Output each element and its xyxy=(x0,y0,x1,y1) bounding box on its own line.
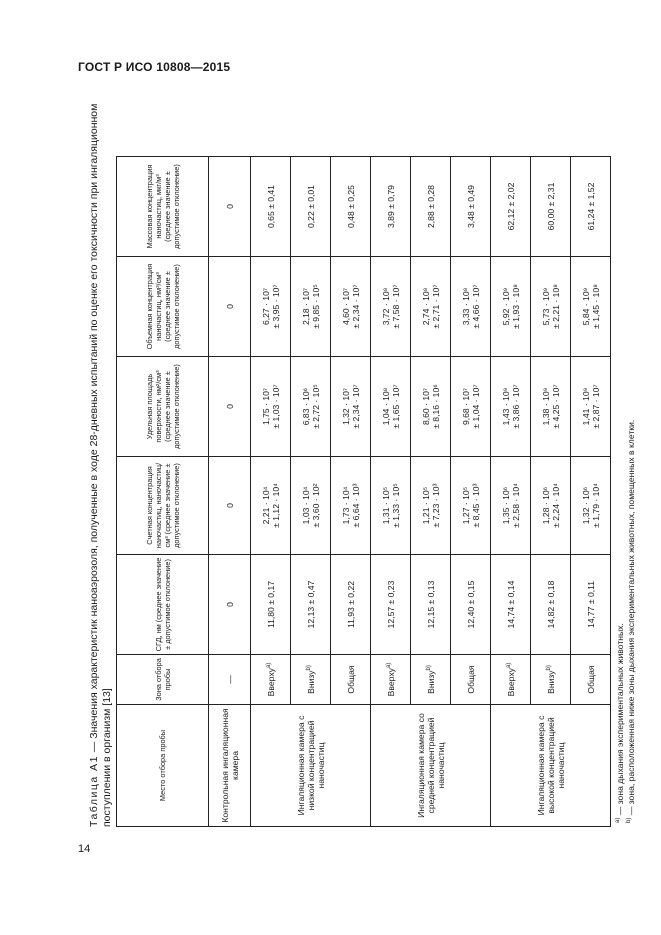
cmd-cell: 14,74 ± 0,14 xyxy=(491,555,531,655)
count-cell: 1,21 · 10⁵ ± 7,23 · 10³ xyxy=(411,457,451,555)
mass-cell: 62,12 ± 2,02 xyxy=(491,157,531,257)
surface-cell: 1,41 · 10⁹ ± 2,87 · 10⁷ xyxy=(571,357,611,457)
header-row xyxy=(117,157,209,827)
volume-cell: 6,27 · 10⁷ ± 3,95 · 10⁷ xyxy=(251,257,291,357)
page-number: 14 xyxy=(78,843,91,855)
count-cell: 1,27 · 10⁵ ± 8,45 · 10³ xyxy=(451,457,491,555)
volume-cell: 3,33 · 10⁸ ± 4,66 · 10⁷ xyxy=(451,257,491,357)
surface-cell: 6,83 · 10⁶ ± 2,72 · 10⁵ xyxy=(291,357,331,457)
header-zone: Зона отбора пробы xyxy=(117,655,209,705)
mass-cell: 0,48 ± 0,25 xyxy=(331,157,371,257)
document-header: ГОСТ Р ИСО 10808—2015 xyxy=(78,60,231,74)
count-cell: 1,31 · 10⁵ ± 1,33 · 10⁵ xyxy=(371,457,411,555)
cmd-cell: 11,80 ± 0,17 xyxy=(251,555,291,655)
mass-cell: 0 xyxy=(209,157,251,257)
header-volume: Объемная концентрация наночастиц, нм³/см³ (среднее значение ± допустимое отклонение) xyxy=(117,257,209,357)
surface-cell: 1,38 · 10⁹ ± 4,25 · 10⁷ xyxy=(531,357,571,457)
cmd-cell: 12,40 ± 0,15 xyxy=(451,555,491,655)
count-cell: 1,35 · 10⁶ ± 2,58 · 10⁴ xyxy=(491,457,531,555)
zone-cell: Вверху$^{a)}$ xyxy=(251,655,291,705)
zone-cell: Внизу$^{b)}$ xyxy=(411,655,451,705)
header-surface: Удельная площадь поверхности, нм²/см³ (среднее значение ± допустимое отклонение) xyxy=(117,357,209,457)
zone-cell: Вверху$^{a)}$ xyxy=(491,655,531,705)
header-mass: Массовая концентрация наночастиц, мкг/м³ (среднее значение ± допустимое отклонение) xyxy=(117,157,209,257)
count-cell: 2,21 · 10⁴ ± 1,12 · 10⁴ xyxy=(251,457,291,555)
count-cell: 1,03 · 10⁴ ± 3,60 · 10² xyxy=(291,457,331,555)
data-table xyxy=(116,156,611,827)
cmd-cell: 12,15 ± 0,13 xyxy=(411,555,451,655)
cmd-cell: 11,93 ± 0,22 xyxy=(331,555,371,655)
mass-cell: 61,24 ± 1,52 xyxy=(571,157,611,257)
caption-label: Таблица А1 xyxy=(88,755,100,827)
table-caption xyxy=(88,92,114,827)
table-row xyxy=(209,157,251,827)
place-cell: Контрольная ингаляционная камера xyxy=(209,705,251,827)
zone-cell: — xyxy=(209,655,251,705)
place-cell: Ингаляционная камера с низкой концентрацией наночастиц xyxy=(251,705,371,827)
mass-cell: 0,22 ± 0,01 xyxy=(291,157,331,257)
volume-cell: 3,72 · 10⁸ ± 7,58 · 10⁷ xyxy=(371,257,411,357)
table-row xyxy=(251,157,291,827)
zone-cell: Общая xyxy=(571,655,611,705)
table-row xyxy=(371,157,411,827)
header-cmd: СГД, нм (среднее значение ± допустимое отклонение) xyxy=(117,555,209,655)
surface-cell: 1,32 · 10⁷ ± 2,34 · 10⁷ xyxy=(331,357,371,457)
table-row xyxy=(491,157,531,827)
mass-cell: 3,89 ± 0,79 xyxy=(371,157,411,257)
count-cell: 1,28 · 10⁶ ± 2,24 · 10⁴ xyxy=(531,457,571,555)
volume-cell: 5,84 · 10⁹ ± 1,45 · 10⁸ xyxy=(571,257,611,357)
rotated-table-block xyxy=(88,92,636,827)
footnote-b: $^{b)}$ — зона, расположенная ниже зоны дыхания экспериментальных животных, помещенных в клетки. xyxy=(626,419,636,823)
header-place: Место отбора пробы xyxy=(117,705,209,827)
mass-cell: 60,00 ± 2,31 xyxy=(531,157,571,257)
zone-cell: Вверху$^{a)}$ xyxy=(371,655,411,705)
cmd-cell: 0 xyxy=(209,555,251,655)
cmd-cell: 14,77 ± 0,11 xyxy=(571,555,611,655)
zone-cell: Общая xyxy=(331,655,371,705)
volume-cell: 0 xyxy=(209,257,251,357)
place-cell: Ингаляционная камера с высокой концентрацией наночастиц xyxy=(491,705,611,827)
volume-cell: 5,92 · 10⁹ ± 1,93 · 10⁸ xyxy=(491,257,531,357)
surface-cell: 0 xyxy=(209,357,251,457)
volume-cell: 5,73 · 10⁹ ± 2,21 · 10⁸ xyxy=(531,257,571,357)
volume-cell: 2,18 · 10⁷ ± 9,85 · 10⁵ xyxy=(291,257,331,357)
count-cell: 0 xyxy=(209,457,251,555)
cmd-cell: 12,13 ± 0,47 xyxy=(291,555,331,655)
zone-cell: Общая xyxy=(451,655,491,705)
footnote-a: $^{a)}$ — зона дыхания экспериментальных животных. xyxy=(615,623,625,823)
count-cell: 1,32 · 10⁶ ± 1,79 · 10⁴ xyxy=(571,457,611,555)
surface-cell: 9,68 · 10⁷ ± 1,04 · 10⁷ xyxy=(451,357,491,457)
cmd-cell: 12,57 ± 0,23 xyxy=(371,555,411,655)
count-cell: 1,73 · 10⁴ ± 6,64 · 10³ xyxy=(331,457,371,555)
place-cell: Ингаляционная камера со средней концентрацией наночастиц xyxy=(371,705,491,827)
mass-cell: 3,48 ± 0,49 xyxy=(451,157,491,257)
caption-text: — Значения характеристик наноаэрозоля, полученные в ходе 28-дневных испытаний по оценке его токсичности при ингаляционном поступлении в организм [13] xyxy=(88,103,113,827)
mass-cell: 0,65 ± 0,41 xyxy=(251,157,291,257)
zone-cell: Внизу$^{b)}$ xyxy=(531,655,571,705)
table-footnotes xyxy=(615,92,637,827)
zone-cell: Внизу$^{b)}$ xyxy=(291,655,331,705)
surface-cell: 8,60 · 10⁷ ± 8,16 · 10⁶ xyxy=(411,357,451,457)
mass-cell: 2,88 ± 0,28 xyxy=(411,157,451,257)
header-count: Счетная концентрация наночастиц, наночастиц/см³ (среднее значение ± допустимое отклонение) xyxy=(117,457,209,555)
volume-cell: 4,60 · 10⁷ ± 2,34 · 10⁷ xyxy=(331,257,371,357)
surface-cell: 1,04 · 10⁸ ± 1,65 · 10⁷ xyxy=(371,357,411,457)
cmd-cell: 14,82 ± 0,18 xyxy=(531,555,571,655)
surface-cell: 1,43 · 10⁹ ± 3,86 · 10⁷ xyxy=(491,357,531,457)
surface-cell: 1,75 · 10⁷ ± 1,03 · 10⁷ xyxy=(251,357,291,457)
volume-cell: 2,74 · 10⁸ ± 2,71 · 10⁷ xyxy=(411,257,451,357)
